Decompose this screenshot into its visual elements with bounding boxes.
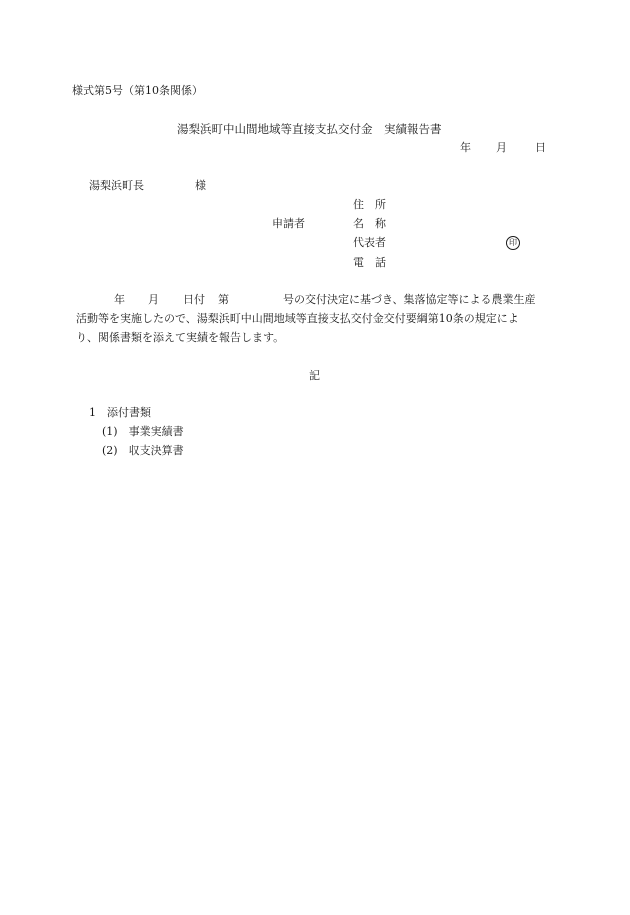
date-day-label: 日 — [535, 141, 546, 154]
body-month: 月 — [148, 293, 159, 306]
applicant-representative-label: 代表者 — [353, 236, 386, 249]
applicant-name-label: 名 称 — [353, 217, 386, 230]
attachment-item: (2) 収支決算書 — [102, 444, 184, 457]
applicant-label: 申請者 — [272, 217, 305, 230]
body-line1-rest: 号の交付決定に基づき、集落協定等による農業生産 — [283, 293, 536, 306]
date-year-label: 年 — [460, 141, 471, 154]
date-month-label: 月 — [496, 141, 507, 154]
document-title: 湯梨浜町中山間地域等直接支払交付金 実績報告書 — [177, 122, 442, 136]
applicant-address-label: 住 所 — [353, 198, 386, 211]
addressee-name: 湯梨浜町長 — [89, 179, 144, 192]
body-year: 年 — [114, 293, 125, 306]
body-line3: り、関係書類を添えて実績を報告します。 — [76, 331, 285, 344]
body-number-prefix: 第 — [218, 293, 229, 306]
applicant-phone-label: 電 話 — [353, 256, 386, 269]
addressee-honorific: 様 — [195, 179, 206, 192]
seal-mark: 印 — [506, 236, 520, 250]
attachment-item: (1) 事業実績書 — [102, 425, 184, 438]
form-number: 様式第5号（第10条関係） — [72, 84, 203, 97]
body-day-attached: 日付 — [183, 293, 205, 306]
body-line2: 活動等を実施したので、湯梨浜町中山間地域等直接支払交付金交付要綱第10条の規定によ — [76, 312, 519, 325]
ki-marker: 記 — [309, 369, 320, 382]
attachments-heading: 1 添付書類 — [89, 406, 151, 419]
